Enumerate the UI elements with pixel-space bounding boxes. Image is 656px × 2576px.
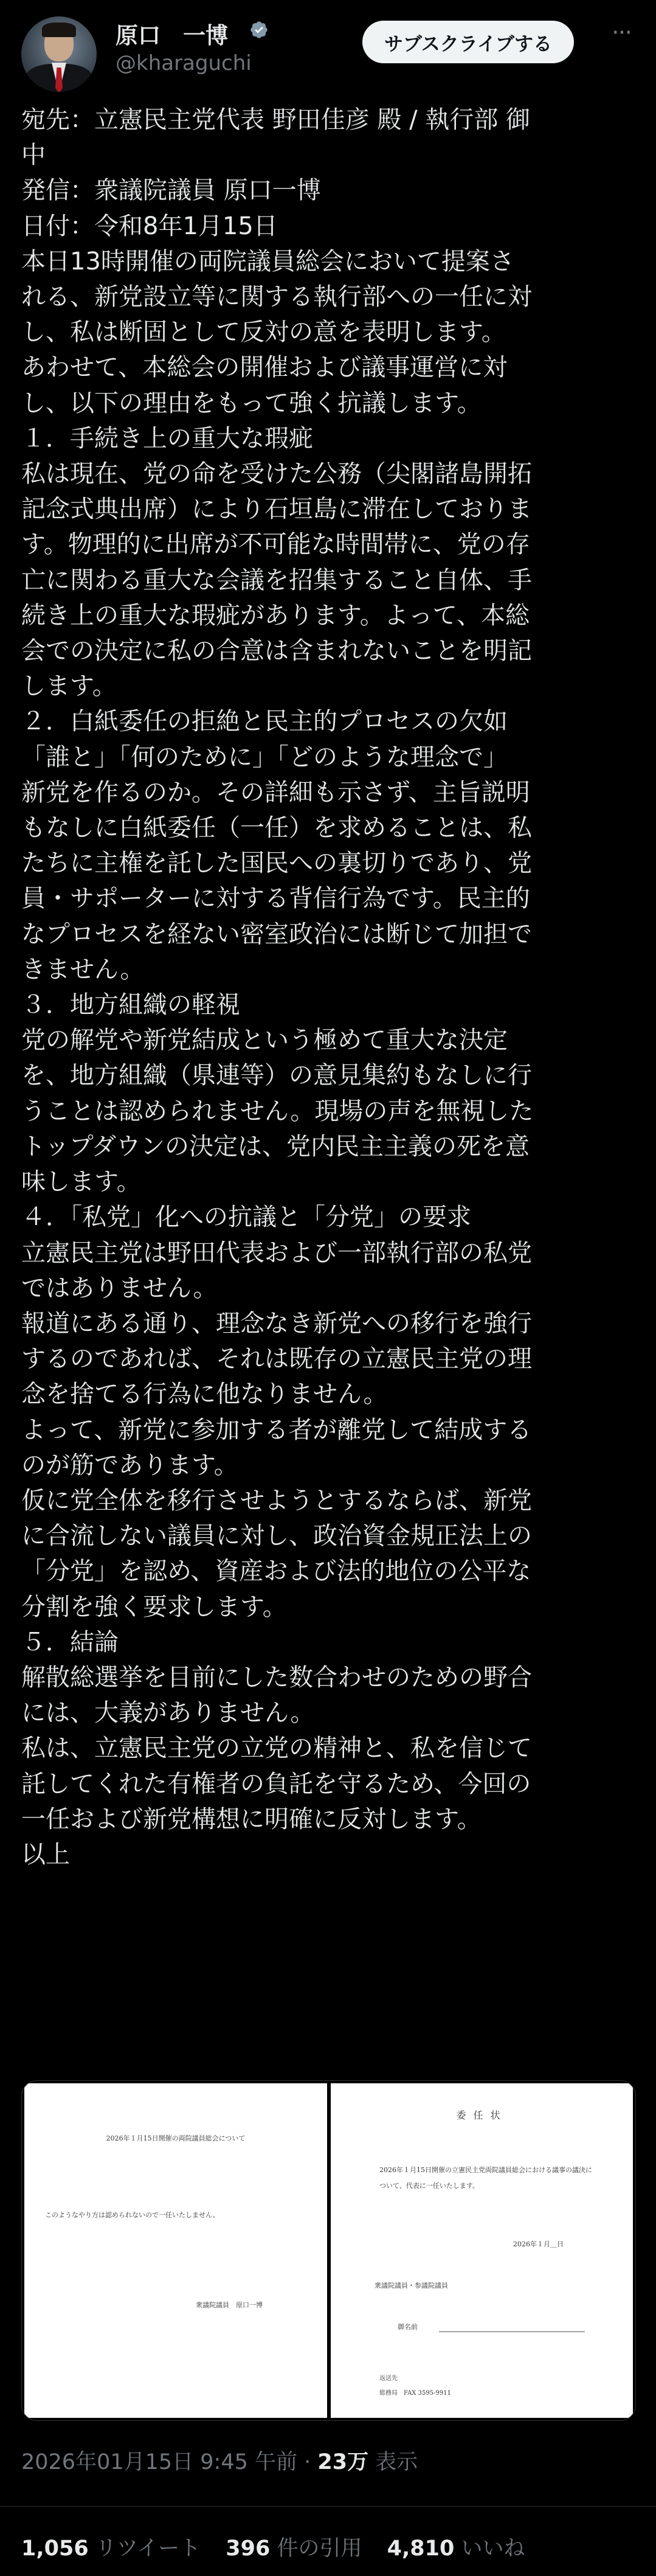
post-line: 会での決定に私の合意は含まれないことを明記 (21, 637, 532, 665)
post-timestamp[interactable]: 2026年01月15日 9:45 午前 (21, 2450, 297, 2474)
post-line: 本日13時開催の両院議員総会において提案さ (21, 247, 514, 276)
post-line: ２．白紙委任の拒絶と民主的プロセスの欠如 (21, 707, 508, 736)
retweets-count: 1,056 (21, 2536, 89, 2561)
post-text (21, 102, 635, 1872)
post-line: 発信：衆議院議員 原口一博 (21, 176, 321, 205)
post-line: ５．結論 (21, 1628, 119, 1656)
views-label: 表示 (375, 2450, 418, 2474)
post-line: 報道にある通り、理念なき新党への移行を強行 (21, 1309, 532, 1338)
post-stats (21, 2532, 525, 2562)
post-line: 私は、立憲民主党の立党の精神と、私を信じて (21, 1734, 532, 1763)
post-line: に合流しない議員に対し、政治資金規正法上の (21, 1522, 532, 1550)
quotes-label: 件の引用 (277, 2536, 362, 2561)
author-name[interactable]: 原口 一博 (116, 23, 228, 49)
post-line: 一任および新党構想に明確に反対します。 (21, 1805, 482, 1833)
post-line: 「誰と」「何のために」「どのような理念で」 (21, 743, 508, 771)
post-line: を、地方組織（県連等）の意見集約もなしに行 (21, 1061, 532, 1090)
post-line: 亡に関わる重大な会議を招集すること自体、手 (21, 566, 532, 594)
doc2-signature-line (439, 2331, 585, 2332)
subscribe-button[interactable]: サブスクライブする (362, 21, 574, 63)
likes-label: いいね (461, 2536, 525, 2561)
post-line: 続き上の重大な瑕疵があります。よって、本総 (21, 601, 530, 630)
doc2-name-label: 御名前 (398, 2323, 418, 2331)
post-line: す。物理的に出席が不可能な時間帯に、党の存 (21, 530, 530, 559)
post-header (0, 0, 656, 106)
avatar-hair (42, 23, 76, 37)
doc2-member: 衆議院議員・参議院議員 (375, 2282, 448, 2290)
post-line: うことは認められません。現場の声を無視した (21, 1097, 534, 1125)
post-line: するのであれば、それは既存の立憲民主党の理 (21, 1345, 532, 1373)
post-line: あわせて、本総会の開催および議事運営に対 (21, 353, 508, 382)
doc2-body: 2026年１月15日開催の立憲民主党両院議員総会における議事の議決について、代表に一任いたします。 (379, 2166, 592, 2190)
post-line: 以上 (21, 1840, 70, 1869)
quotes-stat[interactable] (226, 2536, 362, 2561)
post-line: 私は現在、党の命を受けた公務（尖閣諸島開拓 (21, 460, 532, 488)
author-handle[interactable]: @kharaguchi (116, 51, 252, 75)
document-image-right[interactable] (331, 2083, 633, 2418)
post-line: のが筋であります。 (21, 1451, 238, 1479)
verified-badge-icon (249, 20, 269, 40)
doc1-signature: 衆議院議員 原口一博 (196, 2301, 263, 2309)
doc1-body: このようなやり方は認められないので一任いたしません。 (45, 2211, 219, 2219)
post-line: 託してくれた有権者の負託を守るため、今回の (21, 1769, 531, 1798)
post-line: １．手続き上の重大な瑕疵 (21, 424, 313, 453)
post-line: ３．地方組織の軽視 (21, 991, 240, 1019)
meta-separator: · (304, 2450, 311, 2474)
quotes-count: 396 (226, 2536, 271, 2561)
post-line: 念を捨てる行為に他なりません。 (21, 1380, 388, 1409)
document-image-left[interactable] (24, 2083, 327, 2418)
doc2-title: 委任状 (456, 2109, 508, 2121)
post-line: 立憲民主党は野田代表および一部執行部の私党 (21, 1238, 532, 1267)
post-line: きません。 (21, 955, 145, 984)
post-line: 仮に党全体を移行させようとするならば、新党 (21, 1486, 532, 1515)
post-line: 党の解党や新党結成という極めて重大な決定 (21, 1026, 508, 1055)
likes-count: 4,810 (387, 2536, 455, 2561)
post-line: 宛先：立憲民主党代表 野田佳彦 殿 / 執行部 御 (21, 106, 531, 134)
doc1-title: 2026年１月15日開催の両院議員総会について (106, 2134, 246, 2142)
views-count: 23万 (317, 2450, 369, 2474)
avatar[interactable] (21, 16, 97, 92)
retweets-label: リツイート (95, 2536, 201, 2561)
post-line: 員・サポーターに対する背信行為です。民主的 (21, 884, 530, 913)
post-line: たちに主権を託した国民への裏切りであり、党 (21, 849, 532, 878)
doc2-date: 2026年１月＿日 (513, 2240, 564, 2248)
divider (0, 2506, 656, 2507)
post-line: もなしに白紙委任（一任）を求めることは、私 (21, 814, 532, 842)
post-line: 記念式典出席）により石垣島に滞在しておりま (21, 495, 532, 524)
post-line: れる、新党設立等に関する執行部への一任に対 (21, 283, 532, 311)
post-line: ４．「私党」化への抗議と「分党」の要求 (21, 1203, 471, 1232)
doc2-fax: 総務局 FAX 3595-9911 (379, 2390, 451, 2397)
post-line: します。 (21, 672, 117, 701)
likes-stat[interactable] (387, 2536, 525, 2561)
doc2-reply-to: 返送先 (379, 2375, 398, 2382)
more-dots-icon[interactable]: ··· (611, 19, 632, 47)
post-line: トップダウンの決定は、党内民主主義の死を意 (21, 1132, 530, 1161)
post-line: し、私は断固として反対の意を表明します。 (21, 318, 506, 347)
retweets-stat[interactable] (21, 2536, 201, 2561)
post-meta (21, 2445, 418, 2476)
post-line: 中 (21, 141, 46, 170)
post-line: 「分党」を認め、資産および法的地位の公平な (21, 1557, 531, 1586)
post-line: には、大義がありません。 (21, 1699, 315, 1727)
post-line: 解散総選挙を目前にした数合わせのための野合 (21, 1663, 532, 1692)
post-line: なプロセスを経ない密室政治には断じて加担で (21, 920, 532, 948)
post-line: 日付：令和8年1月15日 (21, 212, 278, 240)
post-line: 新党を作るのか。その詳細も示さず、主旨説明 (21, 778, 530, 807)
post-line: 味します。 (21, 1168, 141, 1196)
post-line: し、以下の理由をもって強く抗議します。 (21, 389, 482, 417)
post-line: 分割を強く要求します。 (21, 1592, 287, 1621)
post-line: ではありません。 (21, 1274, 218, 1302)
post-media[interactable] (21, 2080, 636, 2421)
post-line: よって、新党に参加する者が離党して結成する (21, 1415, 532, 1444)
